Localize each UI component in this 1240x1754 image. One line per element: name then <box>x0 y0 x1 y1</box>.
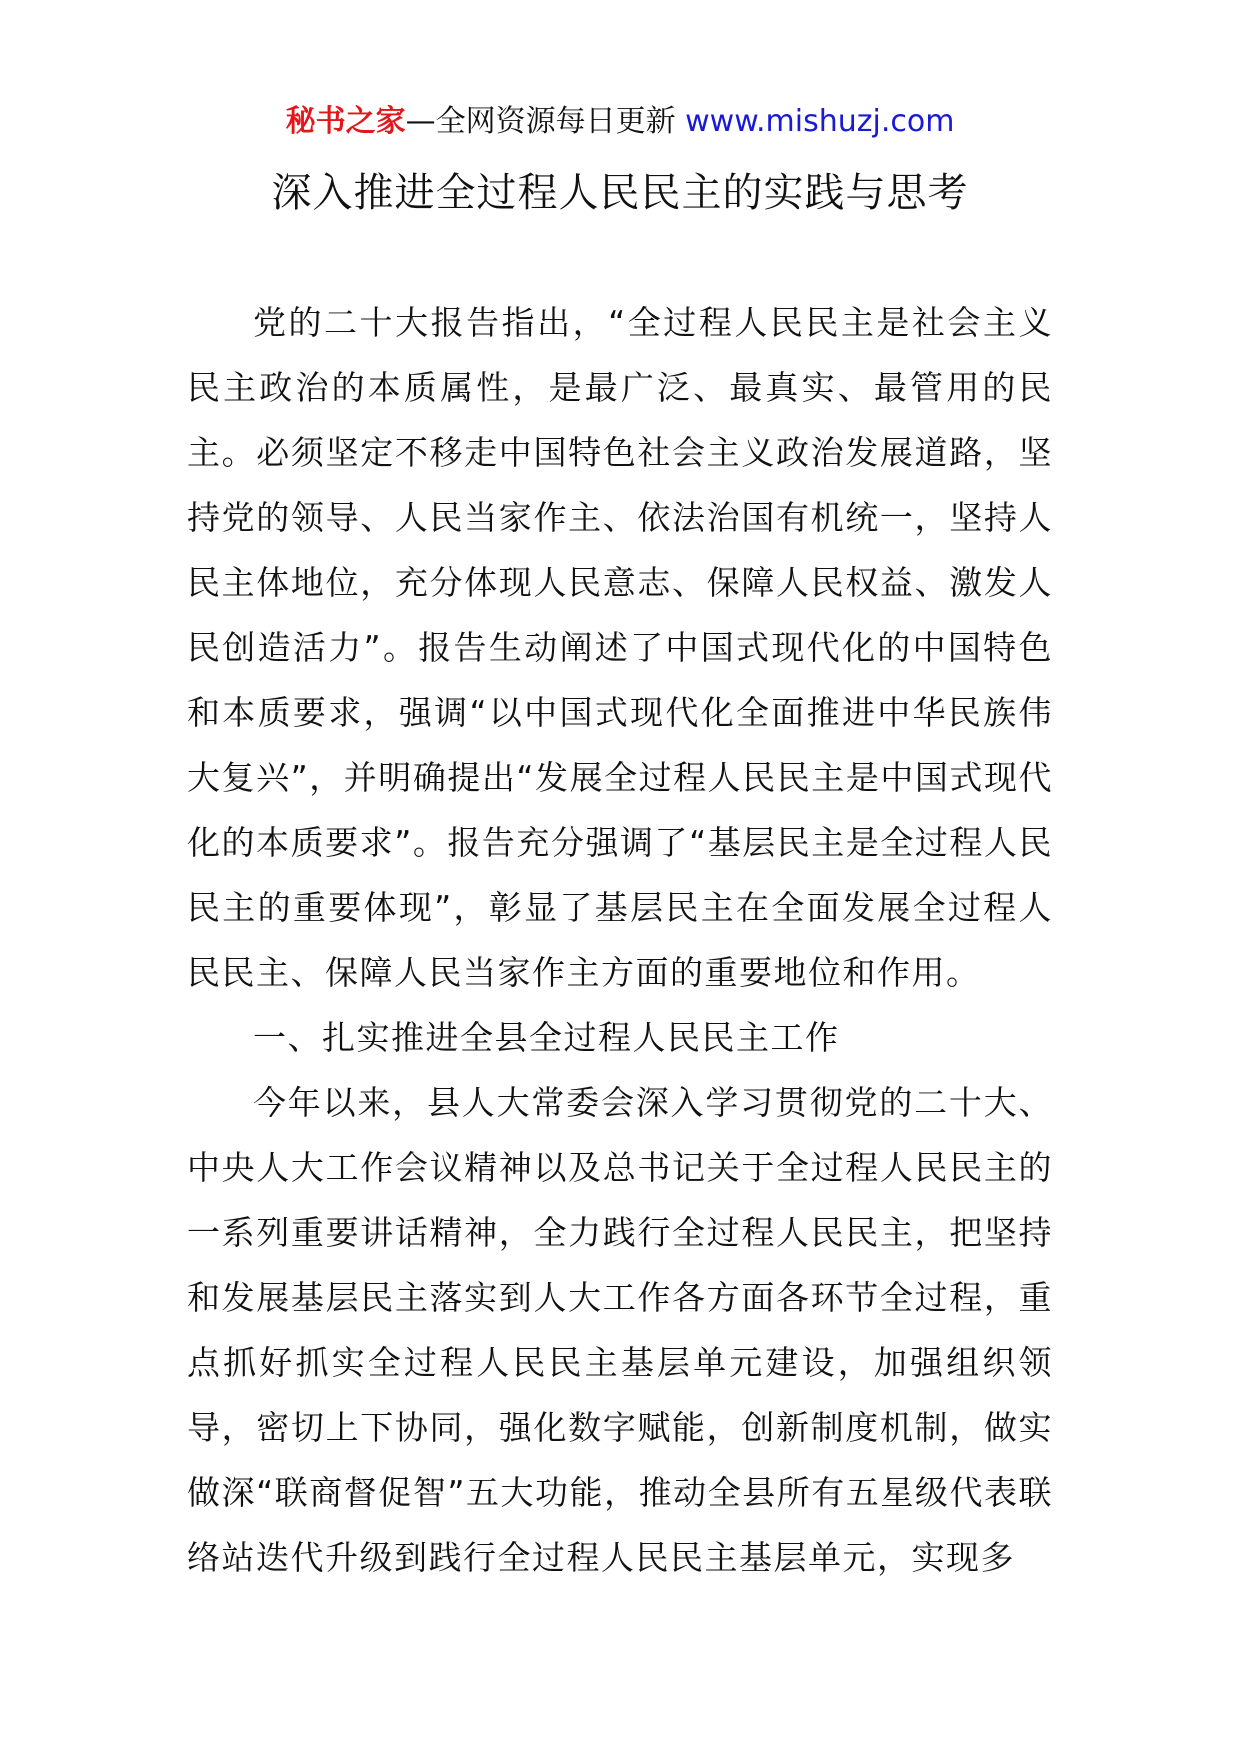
intro-paragraph: 党的二十大报告指出，“全过程人民民主是社会主义民主政治的本质属性，是最广泛、最真实、最管用的民主。必须坚定不移走中国特色社会主义政治发展道路，坚持党的领导、人民当家作主、依法治国有机统一，坚持人民主体地位，充分体现人民意志、保障人民权益、激发人民创造活力”。报告生动阐述了中国式现代化的中国特色和本质要求，强调“以中国式现代化全面推进中华民族伟大复兴”，并明确提出“发展全过程人民民主是中国式现代化的本质要求”。报告充分强调了“基层民主是全过程人民民主的重要体现”，彰显了基层民主在全面发展全过程人民民主、保障人民当家作主方面的重要地位和作用。 <box>187 303 1053 992</box>
site-url-link[interactable]: www.mishuzj.com <box>685 104 955 139</box>
site-header <box>0 102 1240 142</box>
document-body <box>187 290 1053 1590</box>
document-title: 深入推进全过程人民民主的实践与思考 <box>271 170 969 216</box>
brand-name: 秘书之家 <box>285 104 406 139</box>
section-heading: 一、扎实推进全县全过程人民民主工作 <box>253 1018 840 1057</box>
section-paragraph: 今年以来，县人大常委会深入学习贯彻党的二十大、中央人大工作会议精神以及总书记关于全过程人民民主的一系列重要讲话精神，全力践行全过程人民民主，把坚持和发展基层民主落实到人大工作各方面各环节全过程，重点抓好抓实全过程人民民主基层单元建设，加强组织领导，密切上下协同，强化数字赋能，创新制度机制，做实做深“联商督促智”五大功能，推动全县所有五星级代表联络站迭代升级到践行全过程人民民主基层单元，实现多 <box>187 1083 1053 1577</box>
header-slogan: —全网资源每日更新 <box>405 104 676 139</box>
